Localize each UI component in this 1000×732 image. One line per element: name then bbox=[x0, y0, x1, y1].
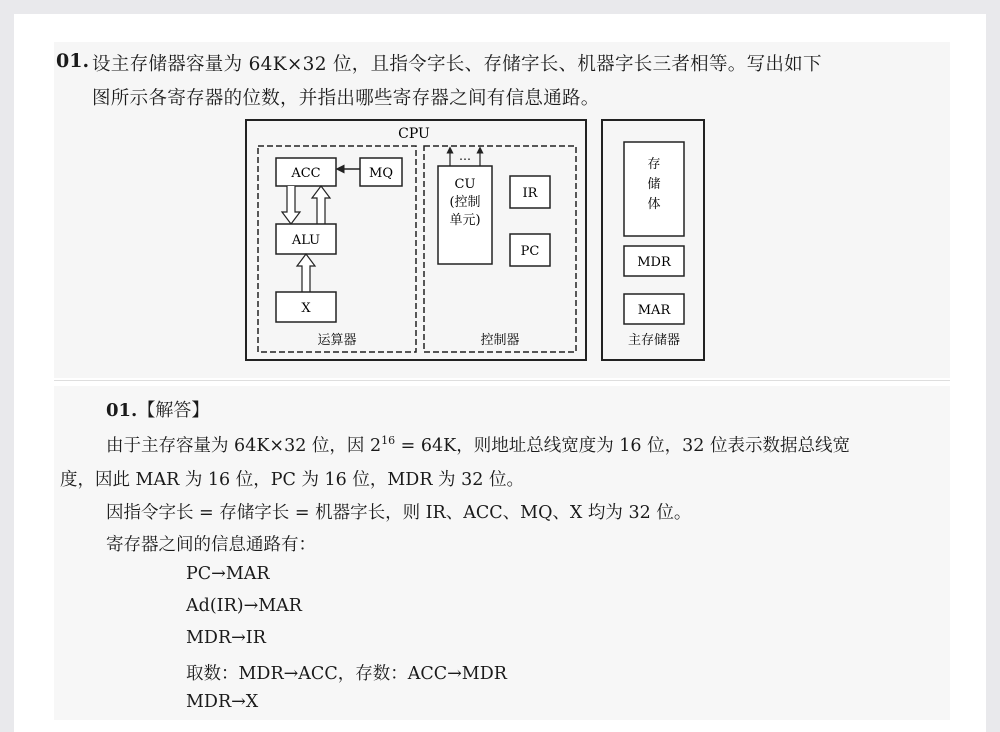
cu-label-line-1: CU bbox=[454, 177, 476, 192]
question-text-line-1: 设主存储器容量为 64K×32 位，且指令字长、存储字长、机器字长三者相等。写出如下 bbox=[92, 54, 822, 75]
path-item: MDR→X bbox=[186, 692, 259, 712]
path-item: Ad(IR)→MAR bbox=[186, 596, 302, 616]
cu-label-line-3: 单元) bbox=[449, 213, 481, 228]
mar-label: MAR bbox=[637, 303, 671, 318]
answer-line-3: 因指令字长 = 存储字长 = 机器字长，则 IR、ACC、MQ、X 均为 32 位。 bbox=[106, 503, 692, 523]
answer-number: 01. bbox=[106, 400, 138, 421]
answer-line-1-start: 由于主存容量为 64K×32 位，因 2 bbox=[106, 436, 382, 456]
storage-label-line-1: 存 bbox=[647, 157, 661, 172]
acc-to-alu-arrow bbox=[282, 186, 300, 224]
question-text-line-2: 图所示各寄存器的位数，并指出哪些寄存器之间有信息通路。 bbox=[92, 88, 600, 109]
answer-title: 【解答】 bbox=[137, 400, 210, 421]
alu-label: ALU bbox=[291, 233, 321, 248]
acc-label: ACC bbox=[291, 166, 321, 181]
cu-label-line-2: (控制 bbox=[449, 195, 481, 210]
alu-to-acc-arrow bbox=[312, 186, 330, 224]
answer-line-1 bbox=[106, 432, 850, 457]
mq-label: MQ bbox=[369, 166, 393, 181]
question-number: 01. bbox=[56, 50, 90, 72]
cpu-memory-diagram bbox=[54, 42, 950, 378]
section-divider bbox=[54, 380, 950, 381]
answer-card bbox=[54, 386, 950, 720]
storage-label-line-2: 储 bbox=[647, 177, 661, 192]
answer-line-1-end: = 64K，则地址总线宽度为 16 位，32 位表示数据总线宽 bbox=[395, 436, 850, 456]
storage-label-line-3: 体 bbox=[647, 197, 661, 212]
page bbox=[14, 14, 986, 732]
ir-label: IR bbox=[522, 186, 538, 201]
x-to-alu-arrow bbox=[297, 254, 315, 292]
answer-line-2: 度，因此 MAR 为 16 位，PC 为 16 位，MDR 为 32 位。 bbox=[60, 470, 524, 490]
pc-label: PC bbox=[520, 244, 540, 259]
answer-line-1-superscript: 16 bbox=[381, 434, 396, 448]
x-label: X bbox=[301, 301, 311, 316]
mdr-label: MDR bbox=[637, 255, 671, 270]
answer-line-4: 寄存器之间的信息通路有： bbox=[106, 535, 316, 555]
cpu-label: CPU bbox=[398, 126, 430, 142]
cu-signal-dots: … bbox=[459, 149, 471, 163]
answer-heading bbox=[106, 396, 209, 422]
path-item: MDR→IR bbox=[186, 628, 266, 648]
control-group-label: 控制器 bbox=[480, 333, 520, 348]
path-item: 取数：MDR→ACC，存数：ACC→MDR bbox=[186, 664, 507, 684]
path-item: PC→MAR bbox=[186, 564, 270, 584]
memory-label: 主存储器 bbox=[627, 333, 681, 348]
alu-group-label: 运算器 bbox=[317, 333, 357, 348]
question-card bbox=[54, 42, 950, 378]
